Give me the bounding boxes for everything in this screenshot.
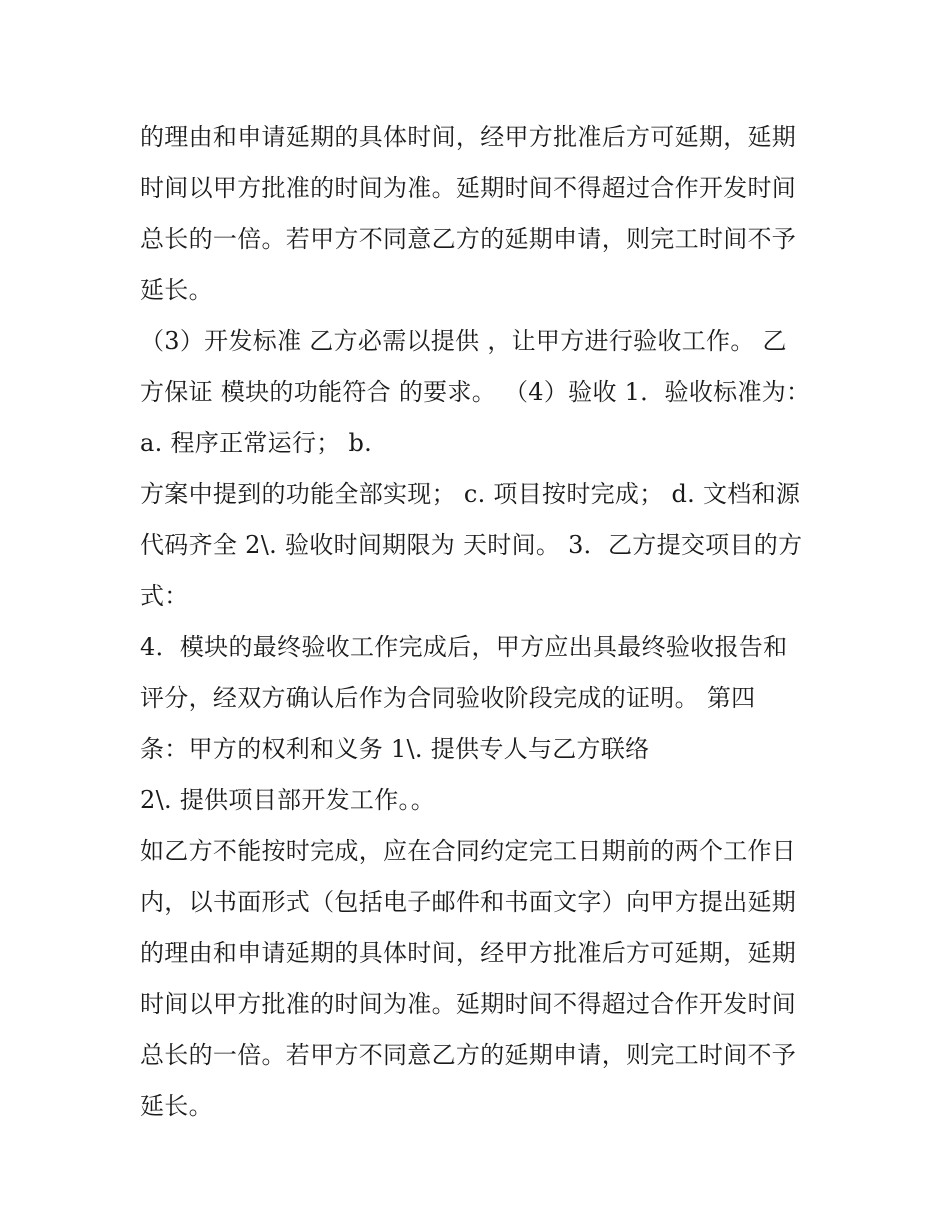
text-line: 方保证 模块的功能符合 的要求。 （4）验收 1．验收标准为： (140, 378, 811, 406)
document-body (140, 112, 830, 1132)
text-line: 的理由和申请延期的具体时间，经甲方批准后方可延期，延期 (140, 939, 797, 967)
text-line: 时间以甲方批准的时间为准。延期时间不得超过合作开发时间 (140, 990, 797, 1018)
text-line: 式： (140, 582, 189, 610)
text-line: 2\. 提供项目部开发工作。。 (140, 786, 436, 814)
text-line: a. 程序正常运行； b. (140, 429, 373, 457)
text-line: 评分，经双方确认后作为合同验收阶段完成的证明。 第四 (140, 684, 756, 712)
text-line: 总长的一倍。若甲方不同意乙方的延期申请，则完工时间不予 (140, 1041, 797, 1069)
text-line: 延长。 (140, 1092, 213, 1120)
text-line: 代码齐全 2\. 验收时间期限为 天时间。 3．乙方提交项目的方 (140, 531, 803, 559)
text-line: 内，以书面形式（包括电子邮件和书面文字）向甲方提出延期 (140, 888, 797, 916)
text-line: 延长。 (140, 276, 213, 304)
text-line: 方案中提到的功能全部实现； c. 项目按时完成； d. 文档和源 (140, 480, 801, 508)
text-line: （3）开发标准 乙方必需以提供 ，让甲方进行验收工作。 乙 (140, 327, 787, 355)
text-line: 的理由和申请延期的具体时间，经甲方批准后方可延期，延期 (140, 123, 797, 151)
text-line: 如乙方不能按时完成，应在合同约定完工日期前的两个工作日 (140, 837, 797, 865)
text-line: 4．模块的最终验收工作完成后，甲方应出具最终验收报告和 (140, 633, 788, 661)
text-line: 总长的一倍。若甲方不同意乙方的延期申请，则完工时间不予 (140, 225, 797, 253)
text-line: 时间以甲方批准的时间为准。延期时间不得超过合作开发时间 (140, 174, 797, 202)
text-line: 条：甲方的权利和义务 1\. 提供专人与乙方联络 (140, 735, 650, 763)
